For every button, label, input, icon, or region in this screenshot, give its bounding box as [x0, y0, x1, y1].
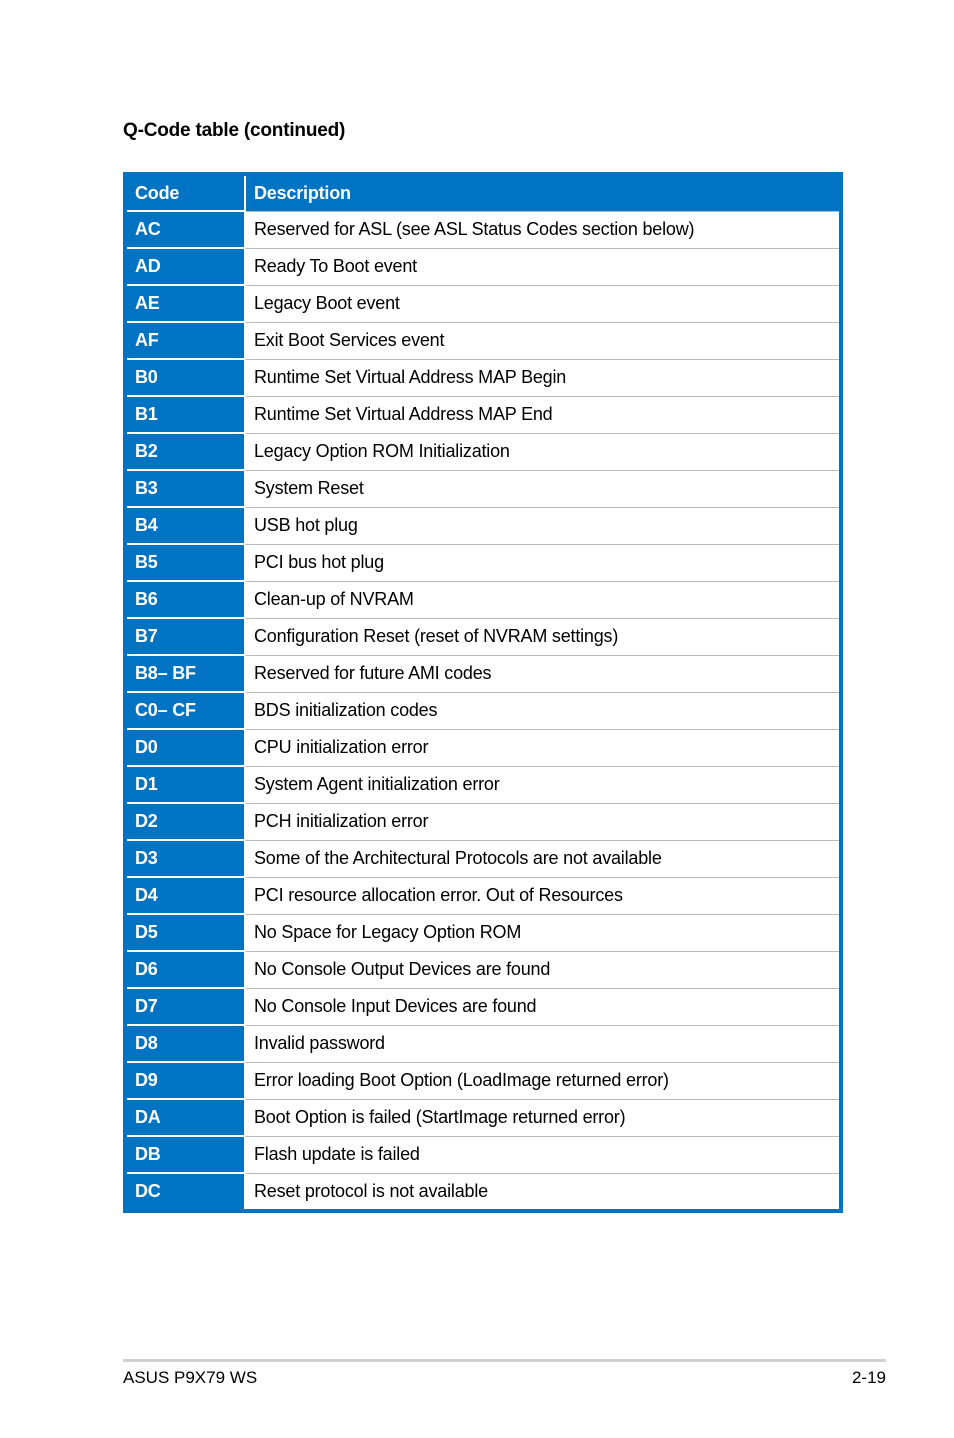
- description-cell: Configuration Reset (reset of NVRAM settings): [245, 618, 841, 655]
- description-cell: Exit Boot Services event: [245, 322, 841, 359]
- description-cell: Invalid password: [245, 1025, 841, 1062]
- table-row: [125, 729, 841, 766]
- code-cell: D1: [125, 766, 245, 803]
- footer-product-name: ASUS P9X79 WS: [123, 1368, 258, 1387]
- description-cell: No Console Output Devices are found: [245, 951, 841, 988]
- table-row: [125, 840, 841, 877]
- table-row: [125, 1136, 841, 1173]
- code-cell: D2: [125, 803, 245, 840]
- footer-page-number: 2-19: [851, 1368, 886, 1387]
- code-cell: C0– CF: [125, 692, 245, 729]
- table-row: [125, 1025, 841, 1062]
- code-cell: B0: [125, 359, 245, 396]
- code-cell: D7: [125, 988, 245, 1025]
- description-cell: Runtime Set Virtual Address MAP End: [245, 396, 841, 433]
- header-code: Code: [125, 174, 245, 211]
- description-cell: Clean-up of NVRAM: [245, 581, 841, 618]
- description-cell: Reserved for ASL (see ASL Status Codes section below): [245, 211, 841, 248]
- table-row: [125, 766, 841, 803]
- description-cell: Legacy Boot event: [245, 285, 841, 322]
- table-row: [125, 433, 841, 470]
- table-row: [125, 248, 841, 285]
- code-cell: B2: [125, 433, 245, 470]
- q-code-table: [123, 172, 843, 1213]
- code-cell: AE: [125, 285, 245, 322]
- description-cell: PCH initialization error: [245, 803, 841, 840]
- description-cell: No Console Input Devices are found: [245, 988, 841, 1025]
- code-cell: D6: [125, 951, 245, 988]
- code-cell: AF: [125, 322, 245, 359]
- table-row: [125, 1099, 841, 1136]
- table-row: [125, 322, 841, 359]
- table-row: [125, 618, 841, 655]
- description-cell: No Space for Legacy Option ROM: [245, 914, 841, 951]
- code-cell: D4: [125, 877, 245, 914]
- code-cell: DB: [125, 1136, 245, 1173]
- description-cell: Flash update is failed: [245, 1136, 841, 1173]
- description-cell: CPU initialization error: [245, 729, 841, 766]
- description-cell: Reserved for future AMI codes: [245, 655, 841, 692]
- code-cell: B3: [125, 470, 245, 507]
- code-cell: B5: [125, 544, 245, 581]
- description-cell: System Reset: [245, 470, 841, 507]
- description-cell: BDS initialization codes: [245, 692, 841, 729]
- table-row: [125, 507, 841, 544]
- description-cell: PCI resource allocation error. Out of Resources: [245, 877, 841, 914]
- code-cell: B8– BF: [125, 655, 245, 692]
- table-row: [125, 988, 841, 1025]
- code-cell: D5: [125, 914, 245, 951]
- description-cell: Runtime Set Virtual Address MAP Begin: [245, 359, 841, 396]
- code-cell: B7: [125, 618, 245, 655]
- section-title: Q-Code table (continued): [123, 120, 346, 141]
- code-cell: D0: [125, 729, 245, 766]
- table-header-row: [125, 174, 841, 211]
- table-row: [125, 544, 841, 581]
- table-row: [125, 1173, 841, 1211]
- table-row: [125, 692, 841, 729]
- table-row: [125, 1062, 841, 1099]
- code-cell: DC: [125, 1173, 245, 1211]
- table-row: [125, 396, 841, 433]
- description-cell: System Agent initialization error: [245, 766, 841, 803]
- table-row: [125, 359, 841, 396]
- table-row: [125, 211, 841, 248]
- footer-divider: [123, 1359, 886, 1362]
- table-row: [125, 581, 841, 618]
- description-cell: Boot Option is failed (StartImage returned error): [245, 1099, 841, 1136]
- description-cell: Ready To Boot event: [245, 248, 841, 285]
- code-cell: AD: [125, 248, 245, 285]
- description-cell: Error loading Boot Option (LoadImage returned error): [245, 1062, 841, 1099]
- code-cell: D3: [125, 840, 245, 877]
- code-cell: D9: [125, 1062, 245, 1099]
- table-row: [125, 803, 841, 840]
- table-row: [125, 914, 841, 951]
- table-row: [125, 285, 841, 322]
- table-row: [125, 951, 841, 988]
- table-row: [125, 470, 841, 507]
- code-cell: B6: [125, 581, 245, 618]
- description-cell: Legacy Option ROM Initialization: [245, 433, 841, 470]
- description-cell: PCI bus hot plug: [245, 544, 841, 581]
- description-cell: Reset protocol is not available: [245, 1173, 841, 1211]
- code-cell: DA: [125, 1099, 245, 1136]
- table-row: [125, 877, 841, 914]
- table-row: [125, 655, 841, 692]
- code-cell: AC: [125, 211, 245, 248]
- code-cell: B4: [125, 507, 245, 544]
- code-cell: B1: [125, 396, 245, 433]
- code-cell: D8: [125, 1025, 245, 1062]
- description-cell: Some of the Architectural Protocols are not available: [245, 840, 841, 877]
- description-cell: USB hot plug: [245, 507, 841, 544]
- header-description: Description: [245, 174, 841, 211]
